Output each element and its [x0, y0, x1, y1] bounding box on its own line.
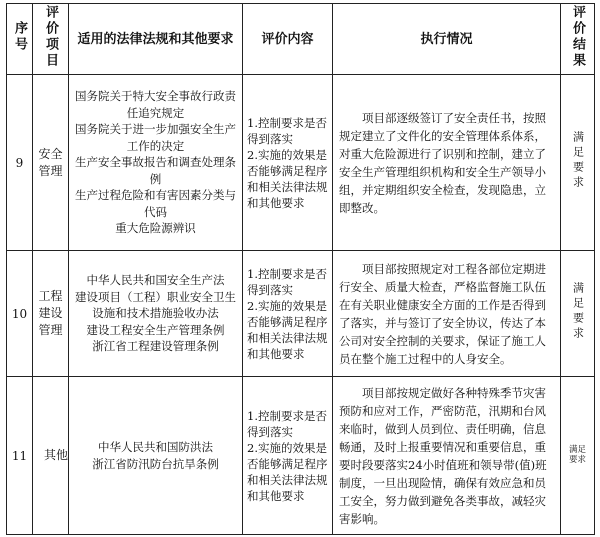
result-text: 满足要求: [568, 445, 586, 465]
row-num: 10: [7, 251, 33, 377]
law-entry: 重大危险源辨识: [115, 221, 196, 236]
law-entry: 国务院关于进一步加强安全生产工作的决定: [75, 122, 236, 153]
row-laws: [69, 75, 243, 251]
row-exec: [333, 75, 561, 251]
content-entry: 1.控制要求是否得到落实: [247, 115, 327, 146]
row-num: 11: [7, 377, 33, 535]
row-num: 9: [7, 75, 33, 251]
row-item: 工程建设管理: [33, 251, 69, 377]
law-entry: 国务院关于特大安全事故行政责任追究规定: [75, 89, 236, 120]
row-item: 安全管理: [33, 75, 69, 251]
header-content: 评价内容: [243, 4, 333, 75]
row-laws: [69, 251, 243, 377]
result-text: 满足要求: [571, 130, 585, 191]
header-item: 评价项目: [33, 4, 69, 75]
evaluation-table: [6, 3, 595, 535]
exec-text: 项目部按规定做好各种特殊季节灾害预防和应对工作，严密防范，汛期和台风来临时，做到人员到位、责任明确，信息畅通，及时上报重要情况和重要信息，重要时段要落实24小时值班和领导带(值)班制度，一旦出现险情，确保有效应急和员工安全，努力做到避免各类事故，减轻灾害影响。: [339, 385, 547, 526]
row-item: 其他: [33, 377, 69, 535]
table-row: [7, 377, 595, 535]
content-entry: 2.实施的效果是否能够满足程序和相关法律法规和其他要求: [247, 298, 328, 361]
content-entry: 2.实施的效果是否能够满足程序和相关法律法规和其他要求: [247, 440, 328, 503]
header-laws: 适用的法律法规和其他要求: [69, 4, 243, 75]
header-num: 序号: [7, 4, 33, 75]
row-exec: [333, 377, 561, 535]
content-entry: 1.控制要求是否得到落实: [247, 408, 327, 439]
row-result: [561, 251, 595, 377]
row-result: [561, 377, 595, 535]
law-entry: 中华人民共和国安全生产法: [86, 273, 225, 288]
content-entry: 1.控制要求是否得到落实: [247, 266, 327, 297]
row-exec: [333, 251, 561, 377]
table-header-row: [7, 4, 595, 75]
row-content: [243, 75, 333, 251]
law-entry: 建设项目（工程）职业安全卫生设施和技术措施验收办法: [75, 289, 236, 321]
row-content: [243, 251, 333, 377]
header-result: 评价结果: [561, 4, 595, 75]
row-result: [561, 75, 595, 251]
exec-text: 项目部按照规定对工程各部位定期进行安全、质量大检查，严格监督施工队伍在有关职业健康安全方面的工作是否得到了落实，并与签订了安全协议，传达了本公司对安全控制的关要求，保证了施工人员在整个施工过程中的人身安全。: [339, 261, 546, 366]
result-text: 满足要求: [571, 281, 585, 342]
exec-text: 项目部逐级签订了安全责任书，按照规定建立了文件化的安全管理体系体系，对重大危险源进行了识别和控制，建立了安全生产管理组织机构和安全生产领导小组，并定期组织安全检查，发现隐患，立即整改。: [339, 110, 546, 215]
table-row: [7, 75, 595, 251]
law-entry: 浙江省防汛防台抗旱条例: [92, 456, 219, 471]
header-exec: 执行情况: [333, 4, 561, 75]
content-entry: 2.实施的效果是否能够满足程序和相关法律法规和其他要求: [247, 147, 328, 210]
law-entry: 建设工程安全生产管理条例: [86, 322, 225, 337]
row-content: [243, 377, 333, 535]
law-entry: 生产安全事故报告和调查处理条例: [75, 155, 236, 186]
row-laws: [69, 377, 243, 535]
law-entry: 生产过程危险和有害因素分类与代码: [75, 188, 236, 219]
law-entry: 中华人民共和国防洪法: [98, 440, 213, 454]
table-row: [7, 251, 595, 377]
law-entry: 浙江省工程建设管理条例: [92, 339, 219, 354]
